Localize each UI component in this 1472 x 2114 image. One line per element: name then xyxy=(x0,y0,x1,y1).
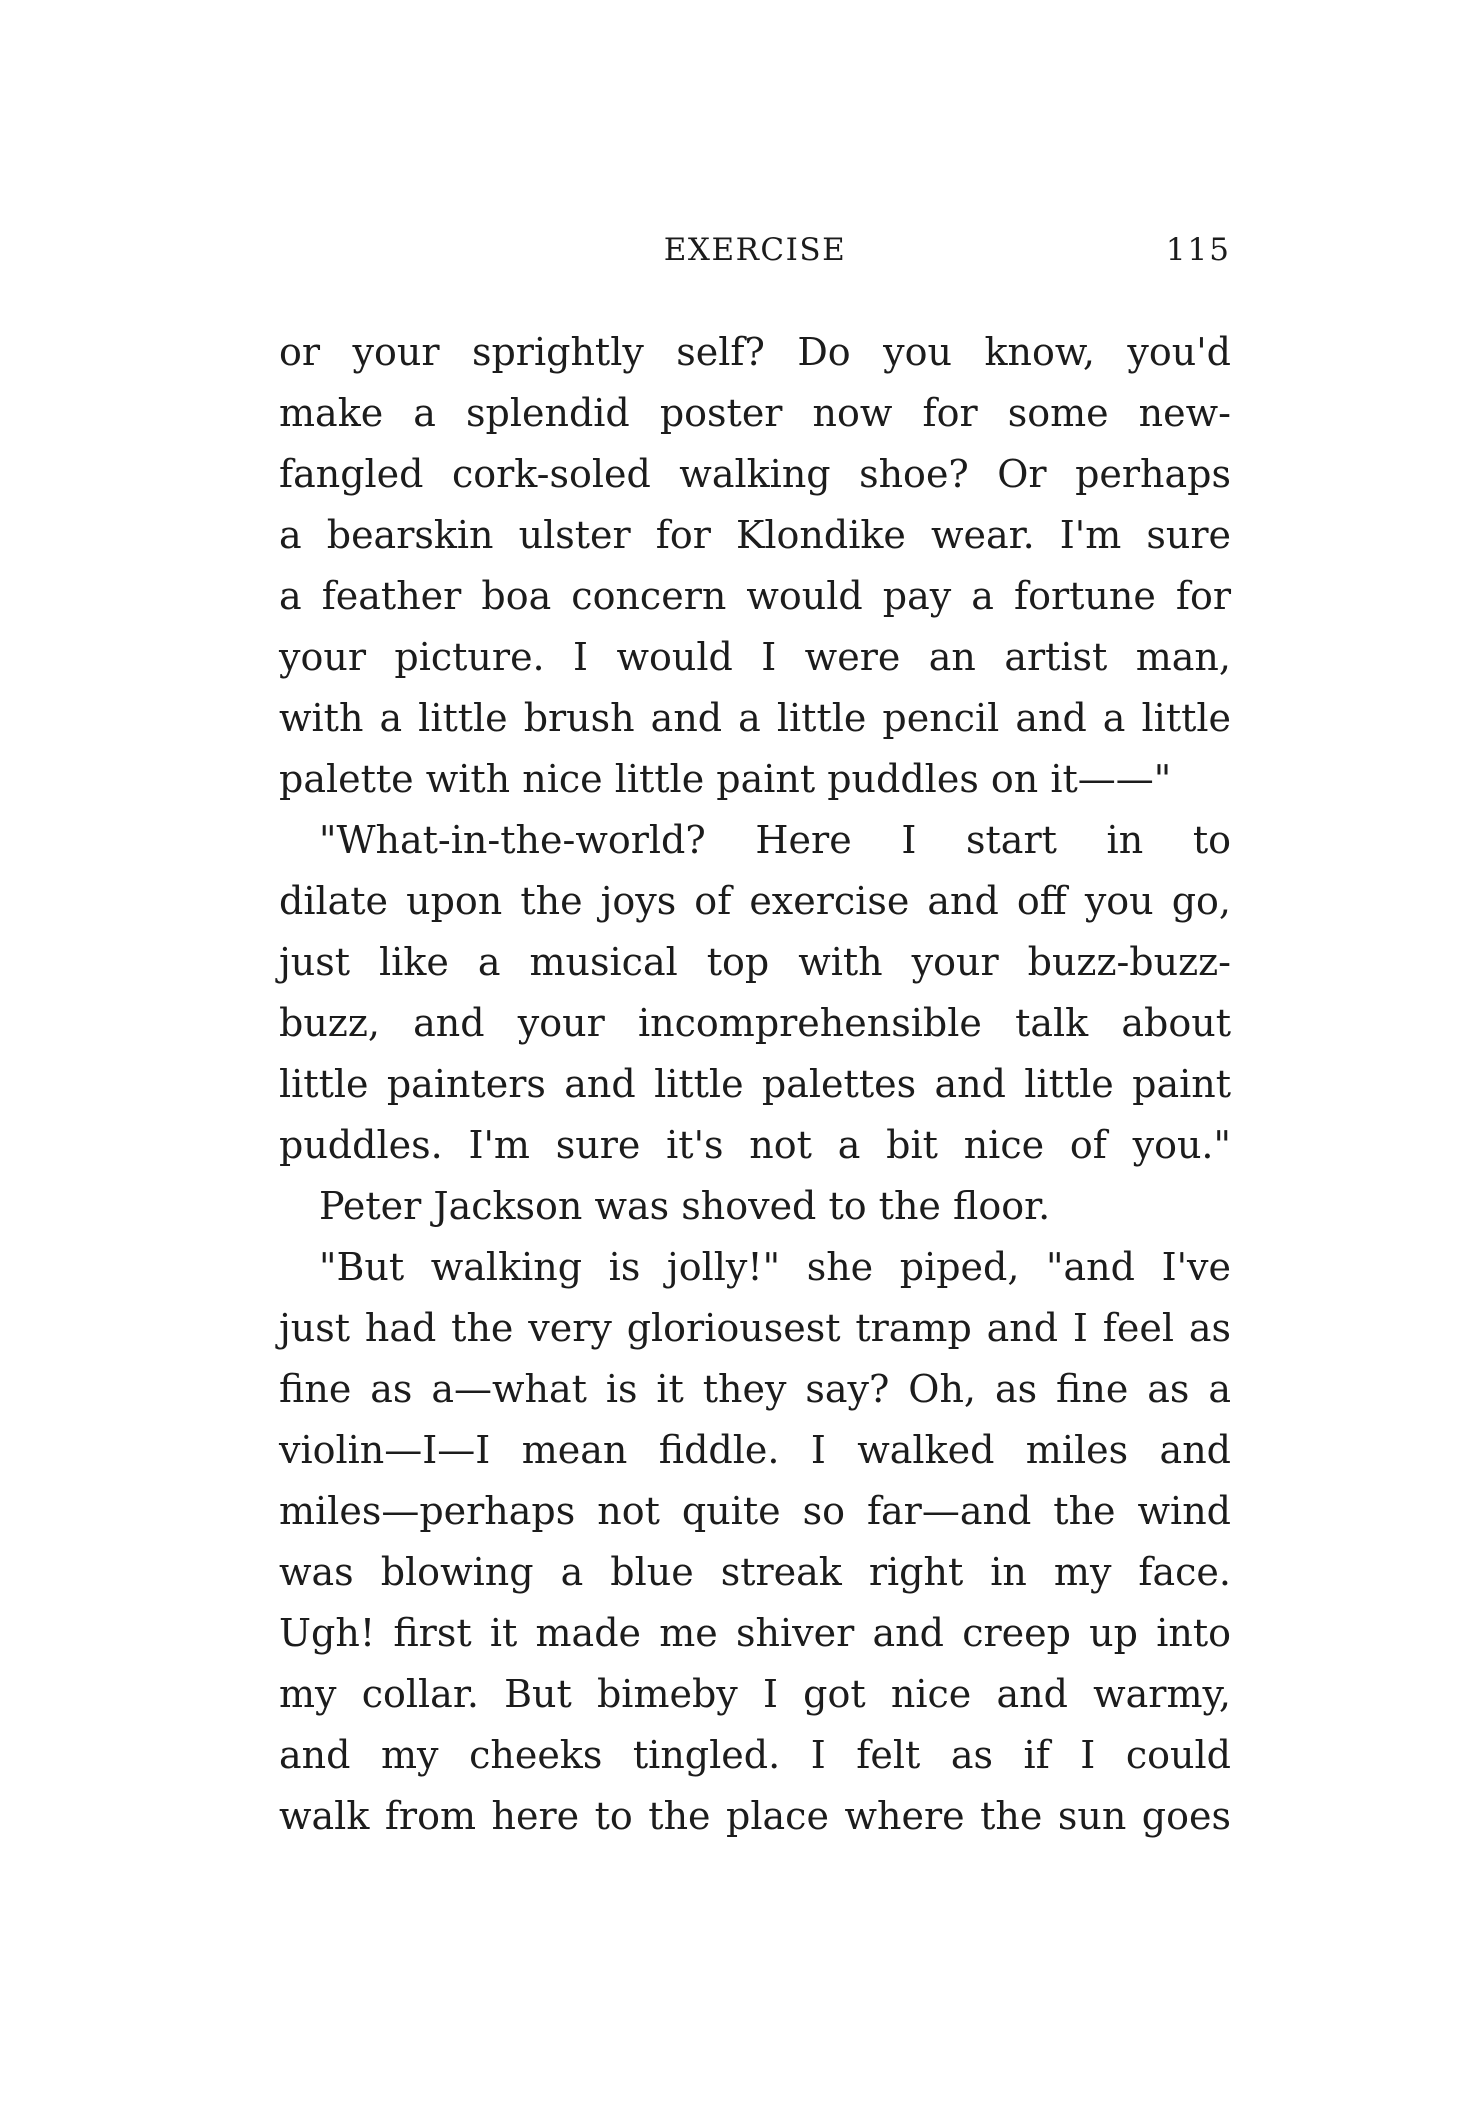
page-header xyxy=(279,232,1231,282)
text-line: fine as a—what is it they say? Oh, as fine as a xyxy=(279,1367,1231,1411)
text-line: just had the very gloriousest tramp and I feel as xyxy=(279,1306,1231,1350)
text-line: puddles. I'm sure it's not a bit nice of you." xyxy=(279,1123,1231,1167)
text-line: or your sprightly self? Do you know, you'd xyxy=(279,330,1231,374)
text-line: little painters and little palettes and little paint xyxy=(279,1062,1231,1106)
text-line: walk from here to the place where the sun goes xyxy=(279,1794,1231,1838)
text-line: violin—I—I mean fiddle. I walked miles and xyxy=(279,1428,1231,1472)
text-line: buzz, and your incomprehensible talk about xyxy=(279,1001,1231,1045)
text-line: miles—perhaps not quite so far—and the wind xyxy=(279,1489,1231,1533)
text-line: was blowing a blue streak right in my face. xyxy=(279,1550,1231,1594)
text-line: fangled cork-soled walking shoe? Or perhaps xyxy=(279,452,1231,496)
text-line: a bearskin ulster for Klondike wear. I'm sure xyxy=(279,513,1231,557)
text-line: just like a musical top with your buzz-buzz- xyxy=(279,940,1231,984)
running-title: EXERCISE xyxy=(663,232,847,268)
text-line: make a splendid poster now for some new- xyxy=(279,391,1231,435)
text-line: Peter Jackson was shoved to the floor. xyxy=(319,1184,1051,1228)
text-line: "But walking is jolly!" she piped, "and I've xyxy=(319,1245,1231,1289)
text-line: dilate upon the joys of exercise and off you go, xyxy=(279,879,1231,923)
body-text xyxy=(279,322,1231,1847)
text-line: Ugh! first it made me shiver and creep up into xyxy=(279,1611,1231,1655)
text-line: "What-in-the-world? Here I start in to xyxy=(319,818,1231,862)
text-line: your picture. I would I were an artist man, xyxy=(279,635,1231,679)
page-number: 115 xyxy=(1165,232,1231,268)
text-line: with a little brush and a little pencil and a little xyxy=(279,696,1231,740)
text-line: palette with nice little paint puddles on it——" xyxy=(279,757,1172,801)
text-line: my collar. But bimeby I got nice and warmy, xyxy=(279,1672,1231,1716)
text-line: a feather boa concern would pay a fortune for xyxy=(279,574,1231,618)
text-line: and my cheeks tingled. I felt as if I could xyxy=(279,1733,1231,1777)
